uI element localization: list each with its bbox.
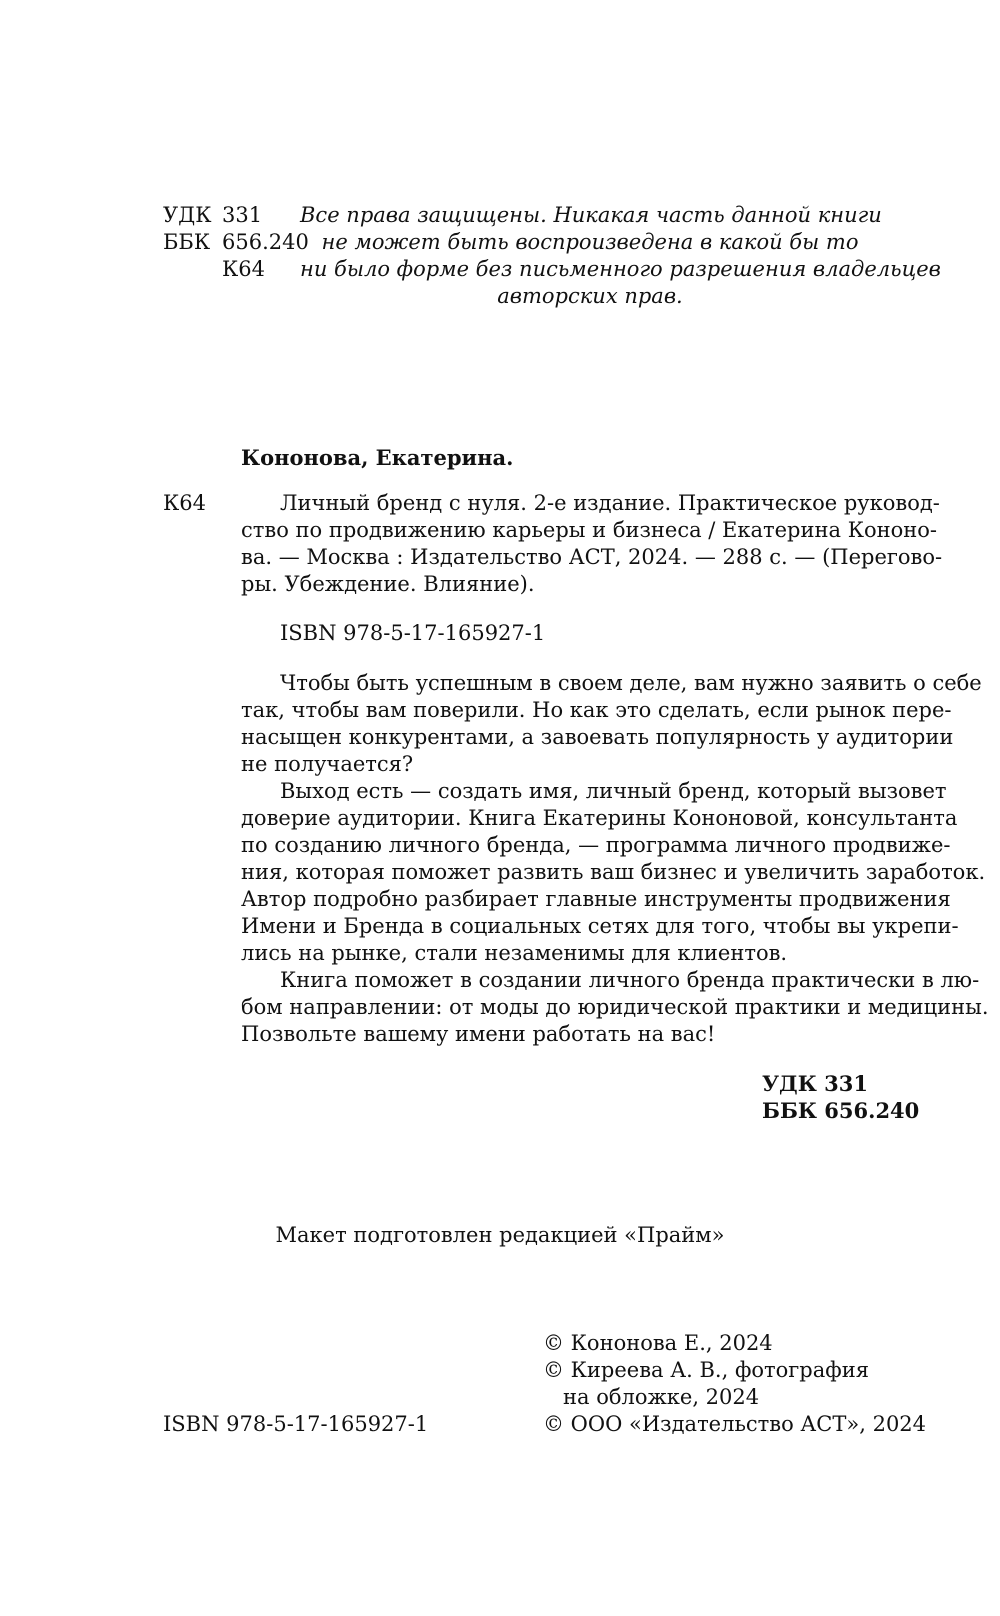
- annotation-line: ния, которая поможет развить ваш бизнес и увеличить заработок.: [241, 860, 986, 884]
- annotation-line: Имени и Бренда в социальных сетях для того, чтобы вы укрепи-: [241, 914, 959, 938]
- rights-line: авторских прав.: [497, 284, 683, 308]
- udk-label: УДК: [163, 203, 212, 227]
- copyright-line: © ООО «Издательство АСТ», 2024: [543, 1412, 927, 1436]
- isbn-bottom: ISBN 978-5-17-165927-1: [163, 1412, 429, 1436]
- bbk-code: ББК 656.240: [762, 1098, 920, 1123]
- annotation-line: Чтобы быть успешным в своем деле, вам нужно заявить о себе: [280, 671, 982, 695]
- udk-value: 331: [222, 203, 263, 227]
- copyright-line: на обложке, 2024: [563, 1385, 760, 1409]
- annotation-line: лись на рынке, стали незаменимы для клиентов.: [241, 941, 788, 965]
- description-line: ры. Убеждение. Влияние).: [241, 572, 535, 596]
- annotation-line: по созданию личного бренда, — программа личного продвиже-: [241, 833, 951, 857]
- layout-note: Макет подготовлен редакцией «Прайм»: [275, 1223, 725, 1247]
- annotation-line: бом направлении: от моды до юридической практики и медицины.: [241, 995, 989, 1019]
- annotation-line: насыщен конкурентами, а завоевать популярность у аудитории: [241, 725, 954, 749]
- bbk-value: 656.240: [222, 230, 309, 254]
- rights-line: не может быть воспроизведена в какой бы то: [321, 230, 859, 254]
- annotation-line: доверие аудитории. Книга Екатерины Кононовой, консультанта: [241, 806, 958, 830]
- author-mark: К64: [222, 257, 265, 281]
- description-line: ва. — Москва : Издательство АСТ, 2024. — 288 с. — (Перегово-: [241, 545, 943, 569]
- annotation-line: Выход есть — создать имя, личный бренд, который вызовет: [280, 779, 947, 803]
- author-heading: Кононова, Екатерина.: [241, 445, 514, 470]
- udk-code: УДК 331: [762, 1071, 868, 1096]
- annotation-line: Автор подробно разбирает главные инструменты продвижения: [241, 887, 951, 911]
- annotation-line: Позвольте вашему имени работать на вас!: [241, 1022, 716, 1046]
- annotation-line: так, чтобы вам поверили. Но как это сделать, если рынок пере-: [241, 698, 952, 722]
- annotation-line: не получается?: [241, 752, 414, 776]
- author-mark-side: К64: [163, 491, 206, 515]
- description-line: Личный бренд с нуля. 2-е издание. Практическое руковод-: [280, 491, 940, 515]
- copyright-line: © Кононова Е., 2024: [543, 1331, 773, 1355]
- description-line: ство по продвижению карьеры и бизнеса / Екатерина Кононо-: [241, 518, 937, 542]
- isbn-record: ISBN 978-5-17-165927-1: [280, 621, 546, 645]
- annotation-line: Книга поможет в создании личного бренда практически в лю-: [280, 968, 980, 992]
- bbk-label: ББК: [163, 230, 211, 254]
- rights-line: Все права защищены. Никакая часть данной книги: [300, 203, 882, 227]
- copyright-line: © Киреева А. В., фотография: [543, 1358, 869, 1382]
- rights-line: ни было форме без письменного разрешения владельцев: [300, 257, 941, 281]
